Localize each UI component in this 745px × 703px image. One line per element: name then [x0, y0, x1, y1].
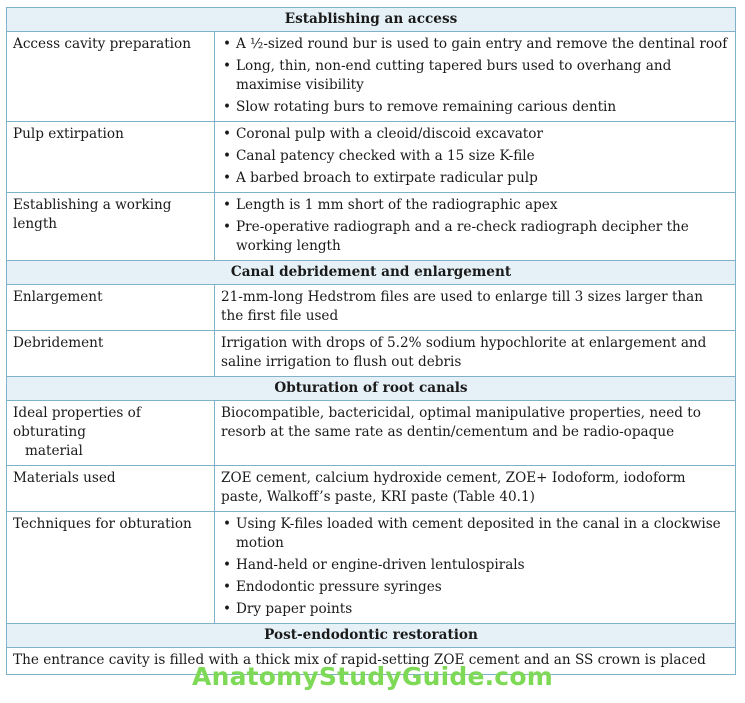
row-content: Irrigation with drops of 5.2% sodium hypochlorite at enlargement and saline irrigation to flush out debris	[215, 331, 736, 377]
row-content	[215, 122, 736, 193]
row-label: Establishing a working length	[7, 193, 215, 261]
section-header-access	[7, 8, 736, 32]
bullet-item: • Long, thin, non-end cutting tapered burs used to overhang and maximise visibility	[221, 57, 729, 95]
table-row	[7, 331, 736, 377]
row-label	[7, 401, 215, 466]
row-content	[215, 193, 736, 261]
row-label: Enlargement	[7, 285, 215, 331]
section-header-canal	[7, 261, 736, 285]
table-row	[7, 285, 736, 331]
bullet-item: • A barbed broach to extirpate radicular pulp	[221, 169, 729, 188]
row-content: 21-mm-long Hedstrom files are used to enlarge till 3 sizes larger than the first file used	[215, 285, 736, 331]
table-row	[7, 122, 736, 193]
row-content	[215, 512, 736, 624]
row-label: Access cavity preparation	[7, 32, 215, 122]
section-title: Post-endodontic restoration	[7, 624, 736, 648]
section-title: Canal debridement and enlargement	[7, 261, 736, 285]
section-title: Obturation of root canals	[7, 377, 736, 401]
bullet-item: • Canal patency checked with a 15 size K-file	[221, 147, 729, 166]
bullet-item: • Pre-operative radiograph and a re-check radiograph decipher the working length	[221, 218, 729, 256]
procedure-table	[6, 7, 736, 675]
table-row	[7, 401, 736, 466]
table-row	[7, 193, 736, 261]
bullet-list	[221, 515, 729, 619]
table-row	[7, 512, 736, 624]
row-label: Techniques for obturation	[7, 512, 215, 624]
row-content: Biocompatible, bactericidal, optimal manipulative properties, need to resorb at the same rate as dentin/cementum and be radio-opaque	[215, 401, 736, 466]
bullet-list	[221, 196, 729, 256]
table-row	[7, 466, 736, 512]
section-header-restoration	[7, 624, 736, 648]
site-watermark: AnatomyStudyGuide.com	[192, 662, 553, 691]
row-label: Materials used	[7, 466, 215, 512]
bullet-item: • A ½-sized round bur is used to gain entry and remove the dentinal roof	[221, 35, 729, 54]
restoration-text: The entrance cavity is filled with a thick mix of rapid-setting ZOE cement and an SS crown is placed	[7, 648, 736, 675]
row-content: ZOE cement, calcium hydroxide cement, ZOE+ Iodoform, iodoform paste, Walkoff’s paste, KRI paste (Table 40.1)	[215, 466, 736, 512]
row-label-line: Ideal properties of obturating	[13, 405, 141, 440]
bullet-item: • Endodontic pressure syringes	[221, 578, 729, 597]
table-row	[7, 32, 736, 122]
section-header-obturation	[7, 377, 736, 401]
row-label: Pulp extirpation	[7, 122, 215, 193]
row-content	[215, 32, 736, 122]
row-label-line: material	[25, 443, 83, 459]
section-title: Establishing an access	[7, 8, 736, 32]
bullet-list	[221, 125, 729, 188]
bullet-item: • Length is 1 mm short of the radiographic apex	[221, 196, 729, 215]
bullet-item: • Coronal pulp with a cleoid/discoid excavator	[221, 125, 729, 144]
bullet-list	[221, 35, 729, 117]
bullet-item: • Using K-files loaded with cement deposited in the canal in a clockwise motion	[221, 515, 729, 553]
bullet-item: • Dry paper points	[221, 600, 729, 619]
bullet-item: • Slow rotating burs to remove remaining carious dentin	[221, 98, 729, 117]
row-label: Debridement	[7, 331, 215, 377]
bullet-item: • Hand-held or engine-driven lentulospirals	[221, 556, 729, 575]
